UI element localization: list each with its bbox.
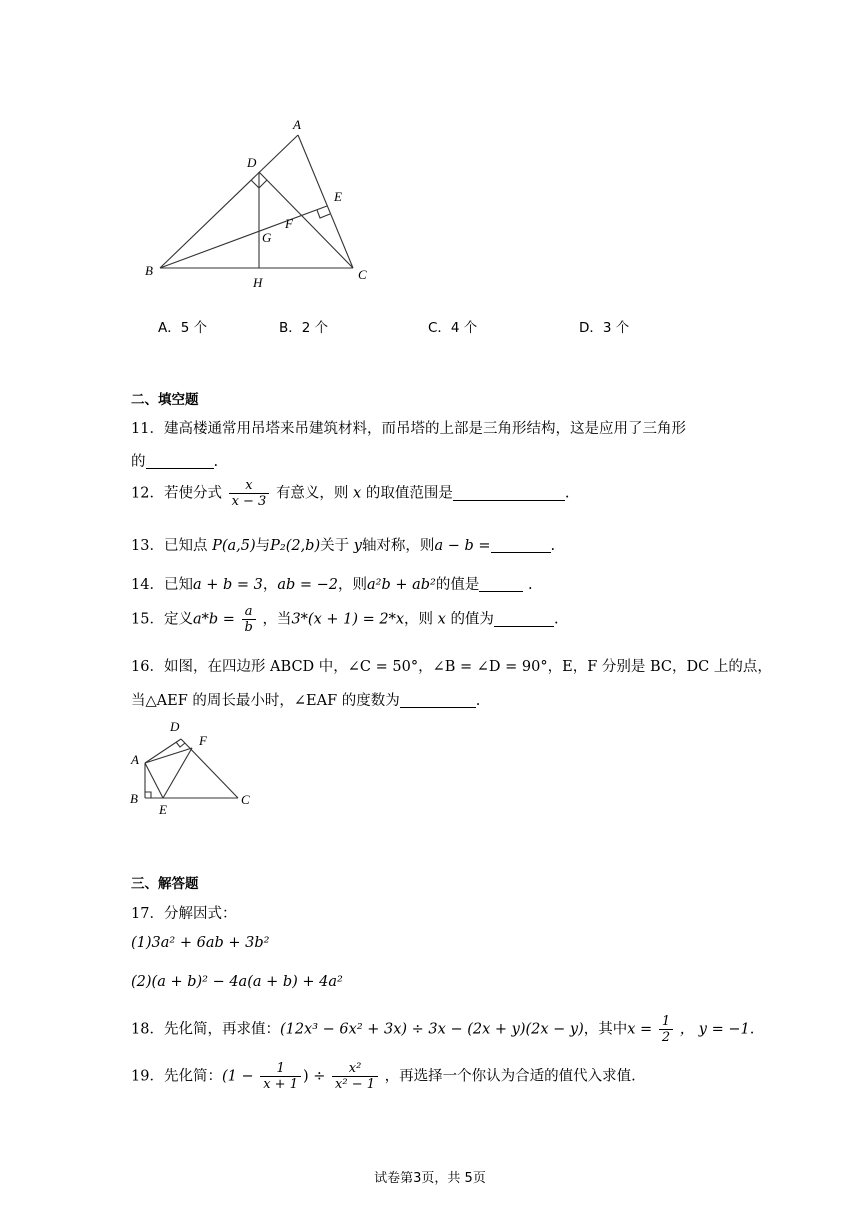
label-g: G <box>262 230 272 245</box>
segment-dc <box>259 172 353 268</box>
section-title-fill-blank: 二、填空题 <box>131 392 199 408</box>
label-a: A <box>293 117 301 132</box>
figure-triangle-abc <box>140 115 390 295</box>
q11-answer-blank[interactable] <box>146 453 214 469</box>
question-16: 16．如图，在四边形 ABCD 中，∠C = 50°，∠B = ∠D = 90°，E，F 分别是 BC，DC 上的点， <box>131 659 772 675</box>
question-17-part2: (2)(a + b)² − 4a(a + b) + 4a² <box>131 974 343 990</box>
question-12: 12．若使分式 $\frac{x}{x - 3}$ 有意义，则 x 的取值范围是 . <box>131 478 570 509</box>
label-f: F <box>285 216 293 231</box>
q15-answer-blank[interactable] <box>494 611 554 627</box>
segment-ad <box>145 739 181 763</box>
q17-number: 17． <box>131 906 164 922</box>
q11-text2: 的 <box>131 454 146 470</box>
section-title-solve: 三、解答题 <box>131 876 199 892</box>
q11-number: 11． <box>131 421 164 437</box>
label-d: D <box>170 719 180 734</box>
question-17: 17．分解因式： <box>131 906 237 922</box>
label-h: H <box>253 275 263 290</box>
q16-number: 16． <box>131 659 164 675</box>
q13-number: 13． <box>131 538 164 554</box>
option-d: D．3 个 <box>579 320 630 336</box>
label-c: C <box>358 267 367 282</box>
q18-fraction: $\frac{1}{2}$ <box>659 1014 673 1045</box>
q15-number: 15． <box>131 611 164 628</box>
question-15: 15．定义a*b = $\frac{a}{b}$ ，当3*(x + 1) = 2*x，则 x 的值为 . <box>131 604 559 635</box>
figure-quadrilateral-abcd <box>125 715 265 820</box>
q18-number: 18． <box>131 1021 164 1038</box>
question-17-part1: (1)3a² + 6ab + 3b² <box>131 935 270 951</box>
question-19: 19．先化简：(1 − $\frac{1}{x + 1}$ ) ÷ $\frac{\text{x²}}{\text{x² − 1}}$ ，再选择一个你认为合适的值代入求值. <box>131 1061 636 1092</box>
right-angle-mark-b <box>145 792 151 798</box>
segment-ba <box>160 135 298 268</box>
q19-number: 19． <box>131 1068 164 1085</box>
q16-answer-blank[interactable] <box>400 692 476 708</box>
segment-be <box>160 206 327 268</box>
right-angle-mark-d <box>176 742 185 747</box>
question-11-line2: 的 . <box>131 454 219 470</box>
question-13: 13．已知点 P(a,5)与P₂(2,b)关于 y轴对称，则a − b = . <box>131 538 556 554</box>
q12-number: 12． <box>131 485 164 502</box>
q12-fraction: $\frac{x}{x - 3}$ <box>229 478 270 509</box>
label-b: B <box>130 791 138 806</box>
q13-answer-blank[interactable] <box>491 537 551 553</box>
q19-fraction-1: $\frac{1}{x + 1}$ <box>260 1061 301 1092</box>
right-angle-mark-e <box>317 210 330 218</box>
question-18: 18．先化简，再求值：(12x³ − 6x² + 3x) ÷ 3x − (2x + y)(2x − y)，其中x = $\frac{1}{2}$ ， y = −1. <box>131 1014 755 1045</box>
question-14: 14．已知a + b = 3，ab = −2，则a²b + ab²的值是 . <box>131 577 533 593</box>
page-footer: 试卷第3页，共 5页 <box>374 1171 486 1186</box>
q19-fraction-2: $\frac{\text{x²}}{\text{x² − 1}}$ <box>332 1061 378 1092</box>
label-e: E <box>334 189 342 204</box>
q15-fraction: $\frac{a}{b}$ <box>242 604 256 635</box>
q11-text: 建高楼通常用吊塔来吊建筑材料，而吊塔的上部是三角形结构，这是应用了三角形 <box>163 421 686 437</box>
q12-answer-blank[interactable] <box>453 485 565 501</box>
question-11 <box>131 417 686 438</box>
label-e: E <box>159 802 167 817</box>
segment-ac <box>298 135 353 268</box>
segment-ae <box>145 763 163 798</box>
option-c: C．4 个 <box>428 320 478 336</box>
segment-dc <box>181 739 238 798</box>
label-c: C <box>241 792 250 807</box>
label-b: B <box>145 263 153 278</box>
option-b: B．2 个 <box>279 320 329 336</box>
label-d: D <box>247 155 257 170</box>
question-16-line2: 当△AEF 的周长最小时，∠EAF 的度数为 . <box>131 693 481 709</box>
option-a: A．5 个 <box>158 320 208 336</box>
q14-answer-blank[interactable] <box>479 576 523 592</box>
label-f: F <box>199 733 207 748</box>
q14-number: 14． <box>131 577 164 593</box>
label-a: A <box>131 752 139 767</box>
